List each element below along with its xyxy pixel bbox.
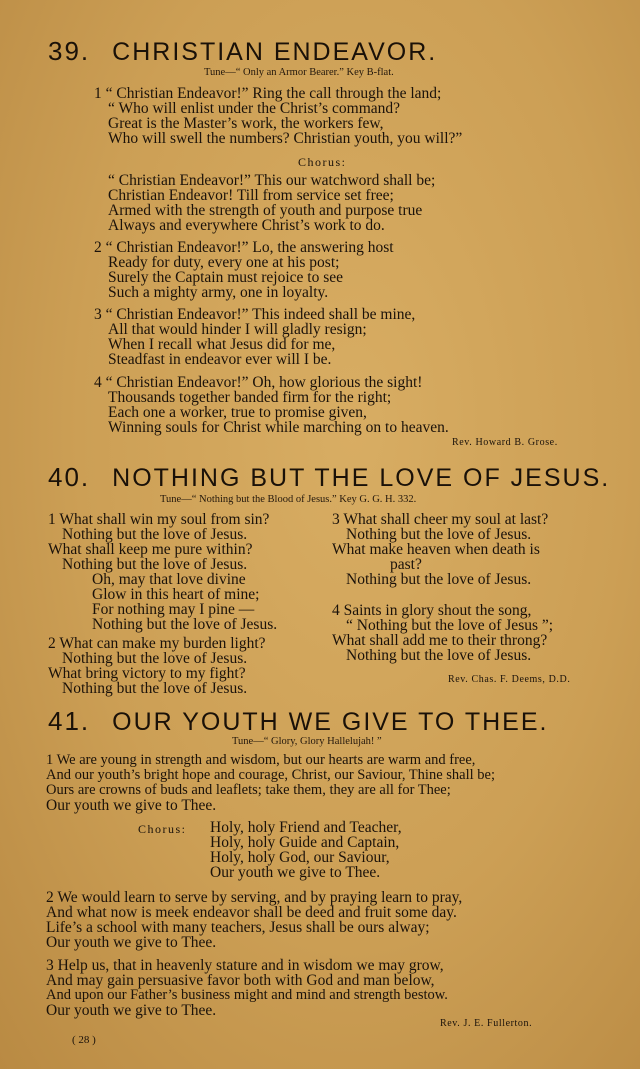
verse-line: What shall keep me pure within? xyxy=(48,541,253,558)
chorus-line: Our youth we give to Thee. xyxy=(210,864,381,881)
verse-line: Nothing but the love of Jesus. xyxy=(62,526,248,543)
verse-line: Nothing but the love of Jesus. xyxy=(62,556,248,573)
chorus-line: Always and everywhere Christ’s work to do. xyxy=(108,217,385,234)
verse-line: 2 “ Christian Endeavor!” Lo, the answering host xyxy=(94,239,394,256)
verse-line: Life’s a school with many teachers, Jesus shall be ours alway; xyxy=(46,919,430,936)
verse-line: Great is the Master’s work, the workers few, xyxy=(108,115,384,132)
verse-line: Our youth we give to Thee. xyxy=(46,934,217,951)
verse-line: Winning souls for Christ while marching on to heaven. xyxy=(108,419,449,436)
page-number: ( 28 ) xyxy=(72,1034,96,1046)
verse-line: And may gain persuasive favor both with God and man below, xyxy=(46,972,435,989)
verse-line: past? xyxy=(390,556,422,573)
verse-line: Steadfast in endeavor ever will I be. xyxy=(108,351,332,368)
verse-line: Oh, may that love divine xyxy=(92,571,246,588)
verse-line: Each one a worker, true to promise given, xyxy=(108,404,367,421)
tune-line: Tune—“ Nothing but the Blood of Jesus.” Key G. G. H. 332. xyxy=(160,494,417,505)
verse-line: What shall add me to their throng? xyxy=(332,632,548,649)
hymn-name: CHRISTIAN ENDEAVOR. xyxy=(112,38,438,66)
chorus-line: Holy, holy Friend and Teacher, xyxy=(210,819,402,836)
chorus-line: “ Christian Endeavor!” This our watchword shall be; xyxy=(108,172,436,189)
verse-line: And upon our Father’s business might and mind and strength bestow. xyxy=(46,987,448,1003)
hymn-number: 41. xyxy=(48,706,91,736)
hymn-40-title xyxy=(48,462,610,493)
verse-line: Thousands together banded firm for the right; xyxy=(108,389,392,406)
verse-line: What bring victory to my fight? xyxy=(48,665,246,682)
hymn-41-title xyxy=(48,706,548,737)
verse-line: And what now is meek endeavor shall be deed and fruit some day. xyxy=(46,904,457,921)
verse-line: Nothing but the love of Jesus. xyxy=(62,650,248,667)
verse-line: 1 What shall win my soul from sin? xyxy=(48,511,270,528)
verse-line: 2 We would learn to serve by serving, and by praying learn to pray, xyxy=(46,889,463,906)
author-credit: Rev. J. E. Fullerton. xyxy=(440,1018,533,1029)
author-credit: Rev. Chas. F. Deems, D.D. xyxy=(448,674,571,685)
tune-line: Tune—“ Glory, Glory Hallelujah! ” xyxy=(232,736,382,747)
hymn-number: 40. xyxy=(48,462,91,492)
hymn-39-title xyxy=(48,36,437,67)
verse-line: What make heaven when death is xyxy=(332,541,540,558)
verse-line: Nothing but the love of Jesus. xyxy=(346,526,532,543)
chorus-label: Chorus: xyxy=(138,822,187,836)
tune-line: Tune—“ Only an Armor Bearer.” Key B-flat. xyxy=(204,67,394,78)
verse-line: All that would hinder I will gladly resign; xyxy=(108,321,367,338)
verse-line: 1 We are young in strength and wisdom, but our hearts are warm and free, xyxy=(46,752,476,768)
author-credit: Rev. Howard B. Grose. xyxy=(452,437,558,448)
verse-line: Who will swell the numbers? Christian youth, you will?” xyxy=(108,130,463,147)
verse-line: And our youth’s bright hope and courage, Christ, our Saviour, Thine shall be; xyxy=(46,767,495,783)
chorus-line: Holy, holy God, our Saviour, xyxy=(210,849,390,866)
hymn-number: 39. xyxy=(48,36,91,66)
verse-line: Ours are crowns of buds and leaflets; take them, they are all for Thee; xyxy=(46,782,451,798)
hymn-name: OUR YOUTH WE GIVE TO THEE. xyxy=(112,708,549,736)
verse-line: “ Nothing but the love of Jesus ”; xyxy=(346,617,554,634)
verse-line: 3 Help us, that in heavenly stature and in wisdom we may grow, xyxy=(46,957,444,974)
chorus-line: Holy, holy Guide and Captain, xyxy=(210,834,400,851)
verse-line: 4 “ Christian Endeavor!” Oh, how glorious the sight! xyxy=(94,374,423,391)
verse-line: Glow in this heart of mine; xyxy=(92,586,260,603)
verse-line: Nothing but the love of Jesus. xyxy=(346,647,532,664)
verse-line: 1 “ Christian Endeavor!” Ring the call through the land; xyxy=(94,85,442,102)
chorus-line: Christian Endeavor! Till from service set free; xyxy=(108,187,394,204)
verse-line: Nothing but the love of Jesus. xyxy=(62,680,248,697)
verse-line: When I recall what Jesus did for me, xyxy=(108,336,336,353)
hymn-name: NOTHING BUT THE LOVE OF JESUS. xyxy=(112,464,611,492)
verse-line: “ Who will enlist under the Christ’s command? xyxy=(108,100,401,117)
verse-line: Ready for duty, every one at his post; xyxy=(108,254,340,271)
verse-line: Such a mighty army, one in loyalty. xyxy=(108,284,329,301)
verse-line: Our youth we give to Thee. xyxy=(46,1002,217,1019)
verse-line: Nothing but the love of Jesus. xyxy=(346,571,532,588)
chorus-label: Chorus: xyxy=(298,155,347,169)
verse-line: 2 What can make my burden light? xyxy=(48,635,266,652)
verse-line: Nothing but the love of Jesus. xyxy=(92,616,278,633)
verse-line: 3 “ Christian Endeavor!” This indeed shall be mine, xyxy=(94,306,416,323)
verse-line: For nothing may I pine — xyxy=(92,601,255,618)
verse-line: 4 Saints in glory shout the song, xyxy=(332,602,532,619)
chorus-line: Armed with the strength of youth and purpose true xyxy=(108,202,423,219)
verse-line: Our youth we give to Thee. xyxy=(46,797,217,814)
verse-line: 3 What shall cheer my soul at last? xyxy=(332,511,549,528)
verse-line: Surely the Captain must rejoice to see xyxy=(108,269,344,286)
